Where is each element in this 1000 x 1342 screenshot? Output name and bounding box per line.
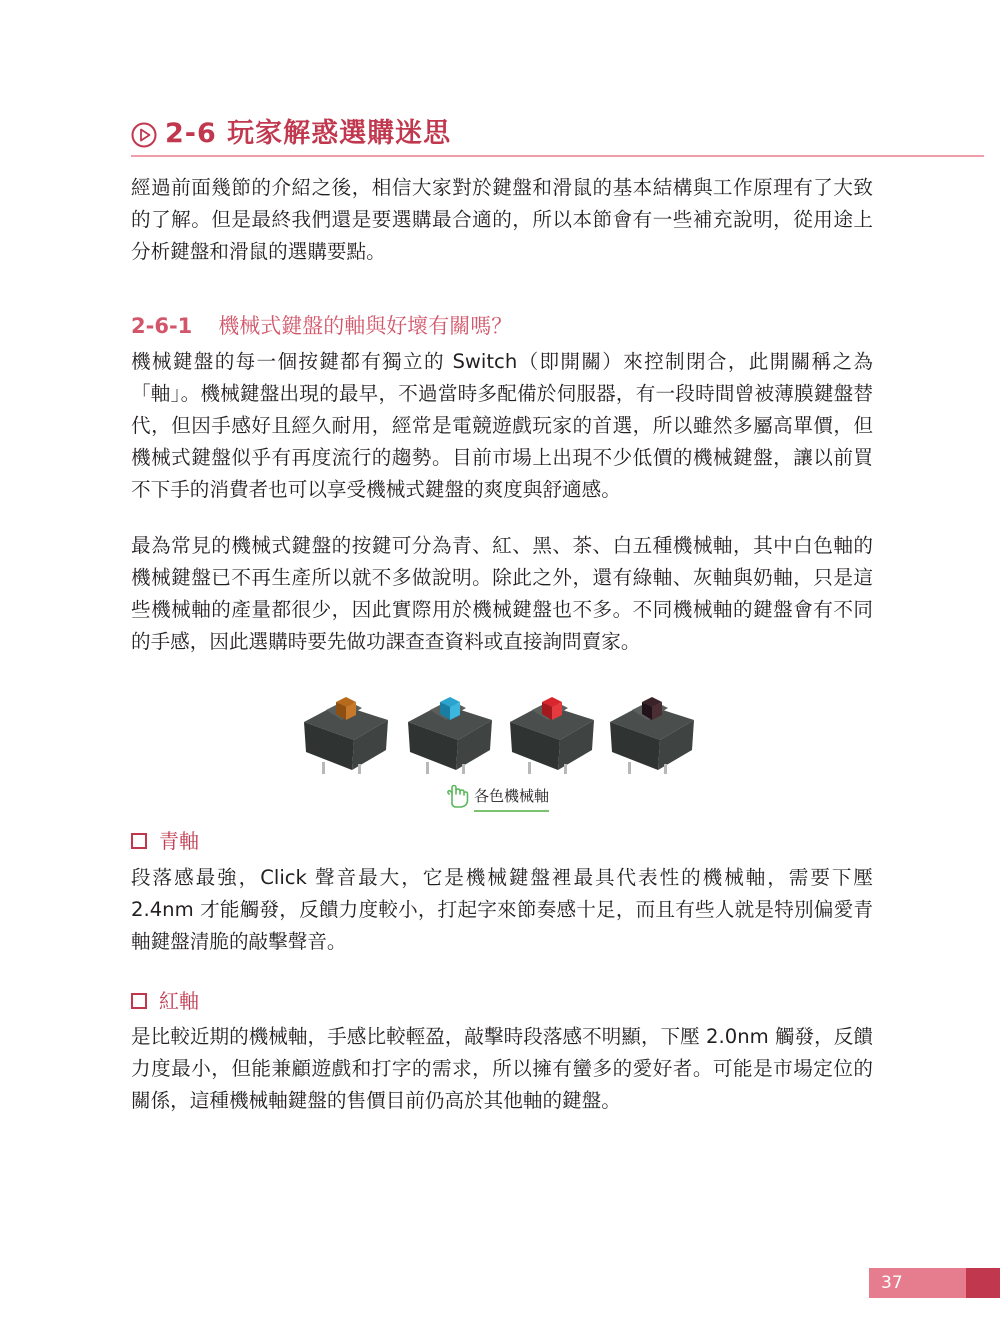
blue-switch-paragraph: 段落感最強，Click 聲音最大，它是機械鍵盤裡最具代表性的機械軸，需要下壓 2.4nm 才能觸發，反饋力度較小，打起字來節奏感十足，而且有些人就是特別偏愛青軸鍵盤清脆的敲擊聲音。: [131, 866, 873, 953]
red-switch-title: 紅軸: [159, 989, 199, 1013]
red-switch-heading: [131, 986, 199, 1016]
section-title: 2-6 玩家解惑選購迷思: [165, 118, 452, 149]
pointing-hand-icon: [442, 780, 472, 810]
subsection-title: 機械式鍵盤的軸與好壞有關嗎？: [218, 314, 513, 338]
section-heading: [131, 114, 984, 158]
red-switch-icon: [502, 680, 600, 776]
page-number: 37: [869, 1268, 966, 1298]
subsection-heading: [131, 310, 512, 342]
paragraph-switch-intro: 機械鍵盤的每一個按鍵都有獨立的 Switch（即開關）來控制閉合，此開關稱之為「軸」。機械鍵盤出現的最早，不過當時多配備於伺服器，有一段時間曾被薄膜鍵盤替代，但因手感好且經久耐用，經常是電競遊戲玩家的首選，所以雖然多屬高單價，但機械式鍵盤似乎有再度流行的趨勢。目前市場上出現不少低價的機械鍵盤，讓以前買不下手的消費者也可以享受機械式鍵盤的爽度與舒適感。: [131, 350, 873, 501]
checkbox-square-icon: [131, 993, 147, 1009]
blue-switch-heading: [131, 826, 199, 856]
red-switch-paragraph: 是比較近期的機械軸，手感比較輕盈，敲擊時段落感不明顯，下壓 2.0nm 觸發，反饋力度最小，但能兼顧遊戲和打字的需求，所以擁有蠻多的愛好者。可能是市場定位的關係，這種機械軸鍵盤的售價目前仍高於其他軸的鍵盤。: [131, 1025, 873, 1112]
switch-figure: [296, 680, 700, 776]
section-rule: [131, 155, 984, 157]
blue-switch-title: 青軸: [159, 829, 199, 853]
checkbox-square-icon: [131, 833, 147, 849]
brown-switch-icon: [296, 680, 394, 776]
caption-text: 各色機械軸: [474, 784, 549, 812]
intro-paragraph: 經過前面幾節的介紹之後，相信大家對於鍵盤和滑鼠的基本結構與工作原理有了大致的了解。但是最終我們還是要選購最合適的，所以本節會有一些補充說明，從用途上分析鍵盤和滑鼠的選購要點。: [131, 176, 873, 263]
paragraph-switch-types: 最為常見的機械式鍵盤的按鍵可分為青、紅、黑、茶、白五種機械軸，其中白色軸的機械鍵盤已不再生產所以就不多做說明。除此之外，還有綠軸、灰軸與奶軸，只是這些機械軸的產量都很少，因此實際用於機械鍵盤也不多。不同機械軸的鍵盤會有不同的手感，因此選購時要先做功課查查資料或直接詢問賣家。: [131, 534, 873, 653]
play-circle-icon: [131, 122, 157, 148]
blue-switch-icon: [400, 680, 498, 776]
black-switch-icon: [602, 680, 700, 776]
subsection-number: 2-6-1: [131, 314, 193, 338]
page-tab: [966, 1268, 1000, 1298]
